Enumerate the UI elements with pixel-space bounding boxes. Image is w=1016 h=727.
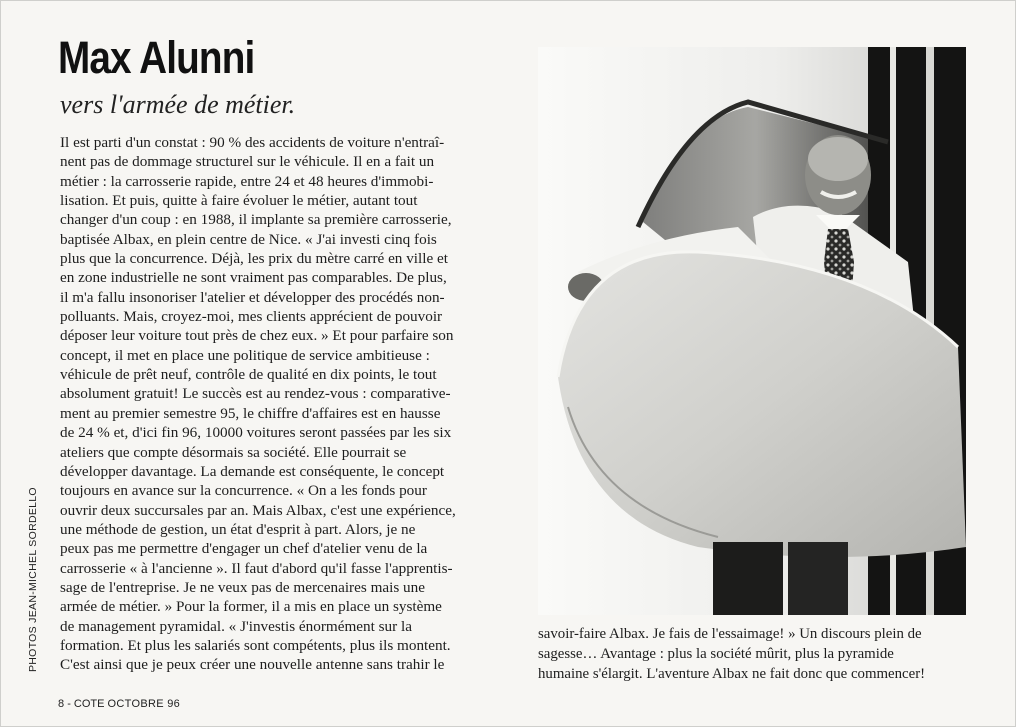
- body-line: ment au premier semestre 95, le chiffre d'affaires est en hausse: [60, 404, 441, 422]
- article-subtitle: vers l'armée de métier.: [60, 90, 296, 119]
- body-line: Il est parti d'un constat : 90 % des accidents de voiture n'entraî-: [60, 134, 445, 151]
- page-footer: [58, 698, 180, 710]
- continuation-line: humaine s'élargit. L'aventure Albax ne fait donc que commencer!: [538, 665, 926, 682]
- article-continuation: [538, 624, 978, 684]
- body-line: métier : la carrosserie rapide, entre 24 et 48 heures d'immobi-: [60, 172, 434, 190]
- article-title: Max Alunni: [58, 32, 255, 83]
- body-line: déposer leur voiture tout près de chez eux. » Et pour parfaire son: [60, 327, 454, 345]
- body-line: en zone industrielle ne sont vraiment pas comparables. De plus,: [60, 269, 447, 287]
- body-line: toujours en avance sur la concurrence. « On a les fonds pour: [60, 482, 427, 500]
- continuation-line: sagesse… Avantage : plus la société mûrit, plus la pyramide: [538, 645, 894, 662]
- body-line: baptisée Albax, en plein centre de Nice. « J'ai investi cinq fois: [60, 230, 437, 248]
- body-line: carrosserie « à l'ancienne ». Il faut d'abord qu'il fasse l'apprentis-: [60, 559, 453, 577]
- body-line: absolument gratuit! Le succès est au rendez-vous : comparative-: [60, 385, 451, 403]
- body-line: une méthode de gestion, un état d'esprit à part. Alors, je ne: [60, 520, 416, 538]
- body-line: de 24 % et, d'ici fin 96, 10000 voitures seront passées par les six: [60, 424, 452, 442]
- body-line: ouvrir deux succursales par an. Mais Albax, c'est une expérience,: [60, 501, 456, 519]
- body-line: changer d'un coup : en 1988, il implante sa première carrosserie,: [60, 211, 452, 229]
- body-line: nent pas de dommage structurel sur le véhicule. Il en a fait un: [60, 153, 435, 171]
- body-line: plus que la concurrence. Déjà, les prix du mètre carré en ville et: [60, 250, 448, 268]
- footer-separator: -: [67, 698, 71, 710]
- article-body: [60, 133, 480, 675]
- photo-credit: PHOTOS JEAN-MICHEL SORDELLO: [27, 487, 39, 672]
- body-line: de management pyramidal. « J'investis énormément sur la: [60, 617, 412, 635]
- body-line: il m'a fallu insonoriser l'atelier et développer des procédés non-: [60, 288, 445, 306]
- body-line: véhicule de prêt neuf, contrôle de qualité en dix points, le tout: [60, 366, 437, 384]
- page-number: 8: [58, 698, 65, 710]
- body-line: formation. Et plus les salariés sont compétents, plus ils montent.: [60, 636, 451, 654]
- issue-date: OCTOBRE 96: [107, 698, 181, 710]
- magazine-name: COTE: [73, 698, 105, 710]
- body-line: lisation. Et puis, quitte à faire évoluer le métier, autant tout: [60, 192, 418, 210]
- continuation-line: savoir-faire Albax. Je fais de l'essaimage! » Un discours plein de: [538, 625, 922, 642]
- body-line: ateliers que compte désormais sa société. Elle pourrait se: [60, 443, 407, 461]
- body-line: sage de l'entreprise. Je ne veux pas de mercenaires mais une: [60, 578, 425, 596]
- body-line: concept, il met en place une politique de service ambitieuse :: [60, 346, 430, 364]
- body-line: polluants. Mais, croyez-moi, mes clients apprécient de pouvoir: [60, 308, 443, 326]
- body-line: peux pas me permettre d'engager un chef d'atelier venu de la: [60, 540, 428, 558]
- portrait-photo: [538, 47, 966, 615]
- body-line: C'est ainsi que je peux créer une nouvelle antenne sans trahir le: [60, 656, 445, 674]
- body-line: armée de métier. » Pour la former, il a mis en place un système: [60, 598, 442, 616]
- body-line: développer davantage. La demande est conséquente, le concept: [60, 462, 445, 480]
